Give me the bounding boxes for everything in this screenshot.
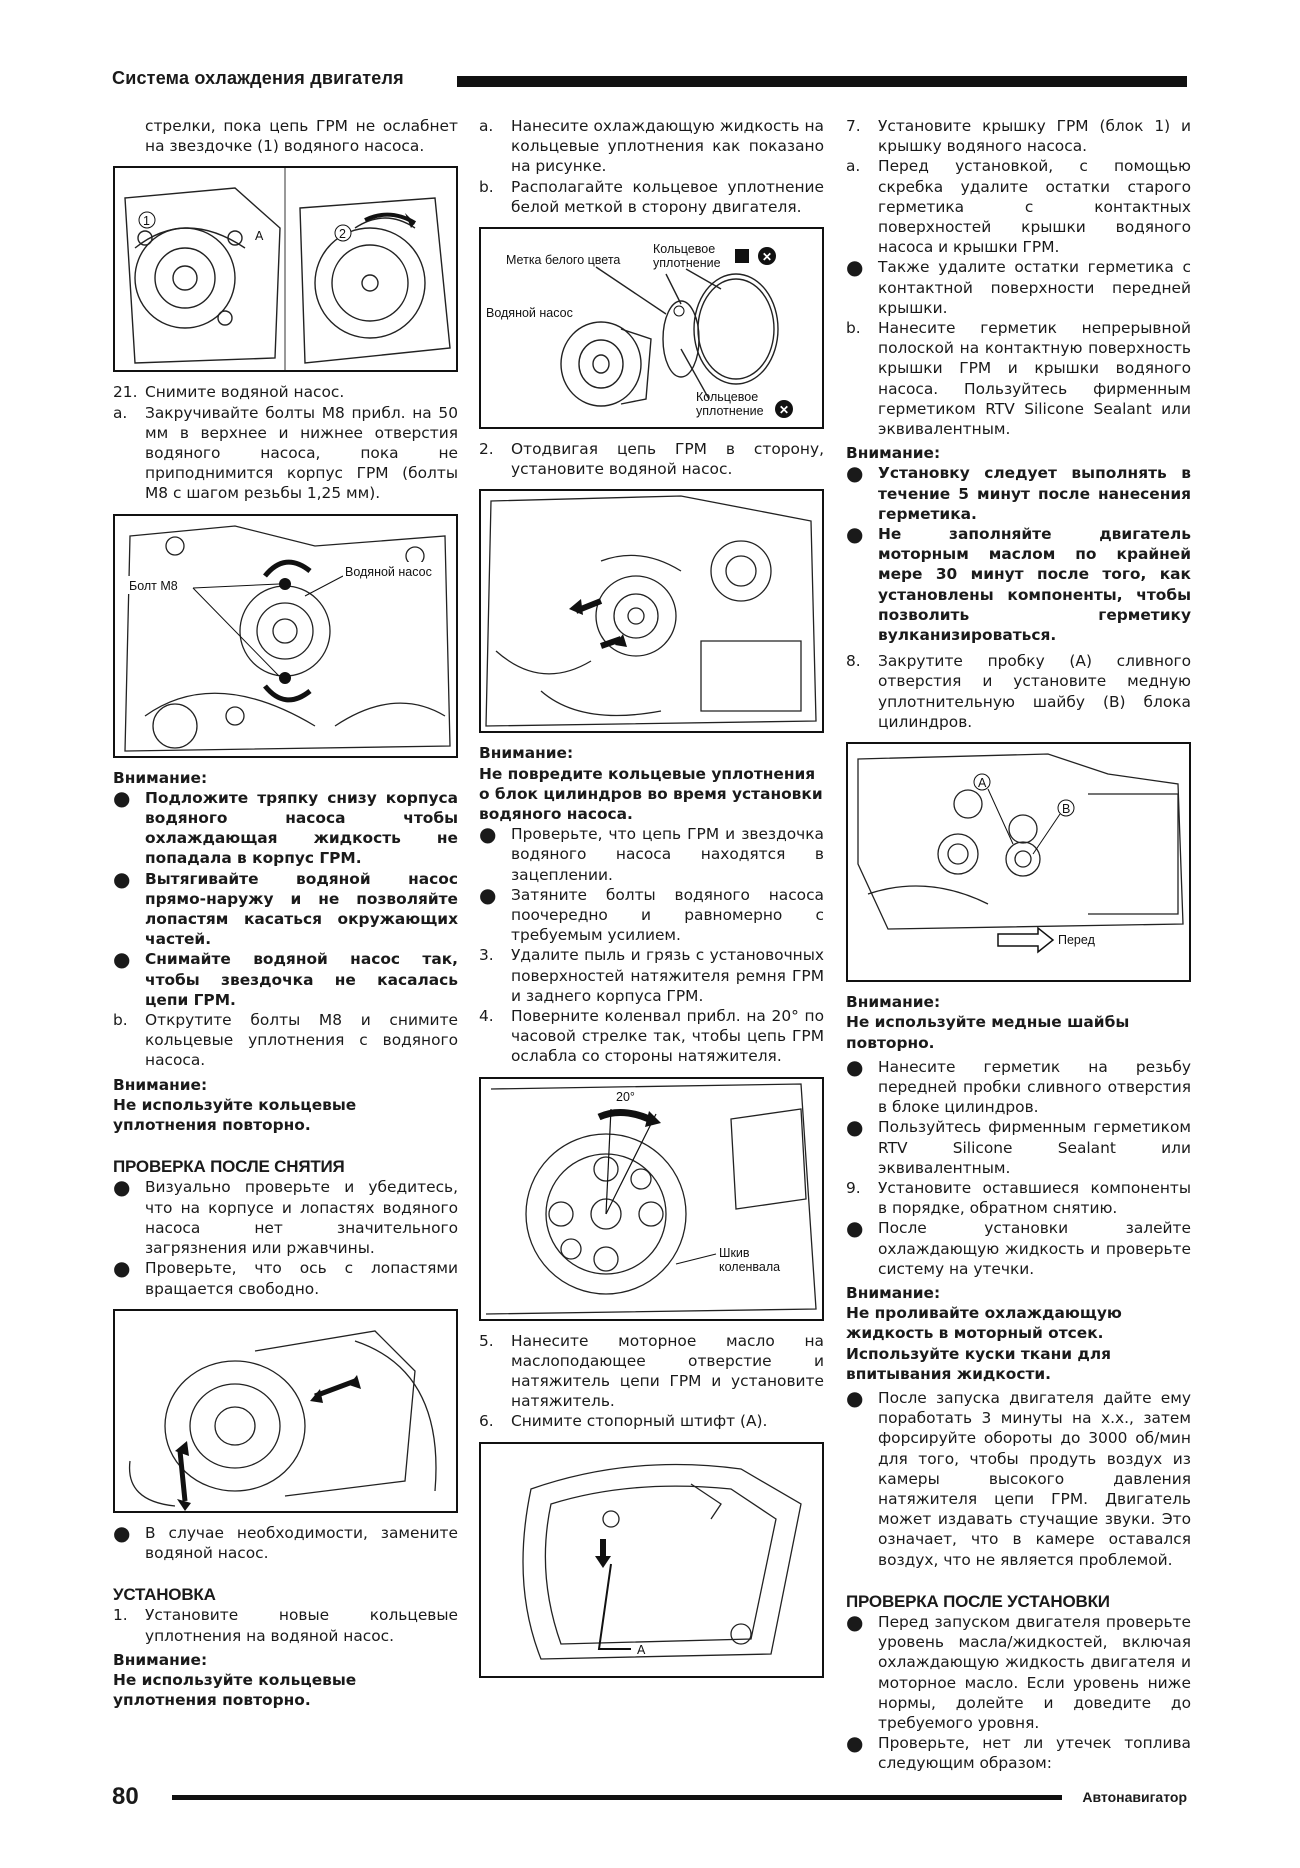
page-footer [112, 1783, 1187, 1813]
svg-text:✕: ✕ [762, 250, 773, 265]
warning-text: Не проливайте охлаждающую жидкость в моторный отсек. Используйте куски ткани для впитывания жидкости. [846, 1304, 1122, 1383]
step-21b: Открутите болты М8 и снимите кольцевые уплотнения с водяного насоса. [145, 1011, 458, 1070]
fig6-label-a: A [637, 1642, 646, 1657]
item-marker: 9. [846, 1178, 861, 1197]
bullet-marker: ● [846, 1054, 864, 1079]
bullet-marker: ● [846, 1609, 864, 1634]
replace-note: В случае необходимости, замените водяной насос. [145, 1523, 458, 1562]
item-marker: 2. [479, 440, 494, 459]
install-step-9: Установите оставшиеся компоненты в порядке, обратном снятию. [878, 1178, 1191, 1218]
fig5-pulley-b: коленвала [719, 1259, 781, 1274]
check-item: Визуально проверьте и убедитесь, что на корпусе и лопастях водяного насоса нет значительного загрязнения или ржавчины. [145, 1178, 458, 1258]
section-heading: ПРОВЕРКА ПОСЛЕ СНЯТИЯ [113, 1157, 345, 1177]
bullet-marker: ● [846, 1115, 864, 1140]
svg-text:✕: ✕ [779, 403, 790, 418]
fig1-label-2: 2 [339, 227, 346, 242]
install-7b: Нанесите герметик непрерывной полоской на контактную поверхность крышки ГРМ и крышки водяного насоса. Пользуйтесь фирменным герметиком RTV Silicone Sealant или эквивалентным. [878, 319, 1191, 439]
figure-install-pump [479, 489, 824, 733]
fig7-front: Перед [1058, 933, 1095, 948]
warning-title: Внимание: [846, 444, 941, 463]
bullet-marker: ● [113, 947, 131, 972]
fig3-oring2b: уплотнение [696, 404, 764, 419]
figure-pump-rotation [113, 1309, 458, 1513]
bullet-item: После установки залейте охлаждающую жидкость и проверьте систему на утечки. [878, 1219, 1191, 1278]
header-rule [457, 76, 1187, 87]
section-title: Система охлаждения двигателя [112, 68, 404, 88]
fig5-angle: 20° [616, 1089, 635, 1104]
install-step-8: Закрутите пробку (A) сливного отверстия и установите медную уплотнительную шайбу (B) блока цилиндров. [878, 652, 1191, 731]
item-marker: 5. [479, 1331, 494, 1350]
warning-item: Подложите тряпку снизу корпуса водяного насоса чтобы охлаждающая жидкость не попадала в корпус ГРМ. [145, 788, 458, 868]
install-step-6: Снимите стопорный штифт (А). [511, 1412, 768, 1431]
item-marker: b. [113, 1011, 128, 1030]
fig3-oring1a: Кольцевое [653, 242, 716, 257]
install-step-3: Удалите пыль и грязь с установочных поверхностей натяжителя ремня ГРМ и заднего корпуса ГРМ. [511, 946, 824, 1005]
fig1-label-1: 1 [143, 214, 150, 229]
bullet-marker: ● [113, 1520, 131, 1545]
fig5-pulley-a: Шкив [719, 1245, 750, 1260]
warning-text: Не повредите кольцевые уплотнения о блок цилиндров во время установки водяного насоса. [479, 764, 823, 824]
fig3-oring1b: уплотнение [653, 256, 721, 271]
item-marker: 1. [113, 1606, 128, 1625]
column-middle [479, 116, 824, 1688]
step-21a: Закручивайте болты М8 прибл. на 50 мм в верхнее и нижнее отверстия водяного насоса, пока не приподнимится корпус ГРМ (болты М8 с шагом резьбы 1,25 мм). [145, 403, 458, 503]
item-marker: 6. [479, 1412, 494, 1431]
warning-item: Не заполняйте двигатель моторным маслом по крайней мере 30 минут после того, как установлены компоненты, чтобы позволить герметику вулканизироваться. [878, 525, 1191, 645]
bullet-marker: ● [113, 1175, 131, 1200]
fig2-bolt-label: Болт М8 [129, 578, 178, 593]
warning-title: Внимание: [113, 768, 208, 787]
figure-m8-bolts [113, 514, 458, 758]
fig2-pump-label: Водяной насос [345, 564, 432, 579]
install-7a: Перед установкой, с помощью скребка удалите остатки старого герметика с контактных поверхностей крышки водяного насоса и крышки ГРМ. [878, 157, 1191, 257]
item-marker: 21. [113, 383, 138, 402]
bullet-item: После запуска двигателя дайте ему поработать 3 минуты на х.х., затем форсируйте обороты до 3000 об/мин для того, чтобы продуть воздух из камеры высокого давления натяжителя цепи ГРМ. Двигатель может издавать стучащие звуки. Это означает, что в камере оставался воздух, что не является проблемой. [878, 1388, 1191, 1569]
page-header [112, 70, 1187, 92]
column-left [113, 116, 458, 1710]
bullet-item: Проверьте, нет ли утечек топлива следующим образом: [878, 1734, 1191, 1773]
install-step-1: Установите новые кольцевые уплотнения на водяной насос. [145, 1606, 458, 1645]
warning-item: Вытягивайте водяной насос прямо-наружу и не позволяйте лопастям касаться окружающих частей. [145, 869, 458, 949]
footer-rule [172, 1795, 1062, 1800]
item-marker: b. [846, 319, 861, 338]
bullet-marker: ● [479, 882, 497, 907]
fig3-oring2a: Кольцевое [696, 390, 759, 405]
warning-item: Снимайте водяной насос так, чтобы звездочка не касалась цепи ГРМ. [145, 950, 458, 1009]
publisher-brand: Автонавигатор [1082, 1789, 1187, 1805]
install-1b: Располагайте кольцевое уплотнение белой меткой в сторону двигателя. [511, 177, 824, 216]
install-1a: Нанесите охлаждающую жидкость на кольцевые уплотнения как показано на рисунке. [511, 117, 824, 176]
figure-stopper-pin [479, 1442, 824, 1678]
fig1-label-a: A [255, 229, 264, 244]
bullet-marker: ● [846, 1385, 864, 1410]
fig7-label-b: B [1062, 802, 1071, 817]
install-step-4: Поверните коленвал прибл. на 20° по часовой стрелке так, чтобы цепь ГРМ ослабла со стороны натяжителя. [511, 1007, 824, 1066]
warning-title: Внимание: [479, 744, 574, 763]
figure-drain-plug [846, 742, 1191, 982]
bullet-marker: ● [846, 522, 864, 547]
column-right [846, 116, 1191, 1774]
item-marker: a. [479, 117, 494, 135]
warning-text: Не используйте кольцевые уплотнения повторно. [113, 1095, 357, 1135]
figure-o-rings [479, 227, 824, 429]
figure-crankshaft [479, 1077, 824, 1321]
item-marker: 4. [479, 1007, 494, 1026]
item-marker: 3. [479, 946, 494, 965]
step-21: Снимите водяной насос. [145, 383, 345, 402]
warning-title: Внимание: [113, 1075, 208, 1094]
bullet-item: Пользуйтесь фирменным герметиком RTV Silicone Sealant или эквивалентным. [878, 1118, 1191, 1177]
item-marker: 7. [846, 117, 861, 135]
bullet-marker: ● [113, 785, 131, 810]
bullet-marker: ● [846, 1216, 864, 1241]
warning-item: Установку следует выполнять в течение 5 минут после нанесения герметика. [878, 464, 1191, 523]
item-marker: a. [113, 403, 128, 422]
bullet-item: Проверьте, что цепь ГРМ и звездочка водяного насоса находятся в зацеплении. [511, 825, 824, 884]
item-marker: b. [479, 177, 494, 196]
item-marker: a. [846, 157, 861, 176]
bullet-item: Нанесите герметик на резьбу передней пробки сливного отверстия в блоке цилиндров. [878, 1057, 1191, 1117]
bullet-item: Перед запуском двигателя проверьте уровень масла/жидкостей, включая охлаждающую жидкость двигателя и моторное масло. Если уровень ниже нормы, долейте и доведите до требуемого уровня. [878, 1612, 1191, 1732]
bullet-marker: ● [113, 866, 131, 891]
install-step-5: Нанесите моторное масло на маслоподающее отверстие и натяжитель цепи ГРМ и установите натяжитель. [511, 1331, 824, 1411]
page-number: 80 [112, 1783, 139, 1810]
install-step-2: Отодвигая цепь ГРМ в сторону, установите водяной насос. [511, 440, 824, 479]
bullet-marker: ● [113, 1256, 131, 1281]
item-marker [113, 116, 145, 156]
warning-text: Не используйте кольцевые уплотнения повторно. [113, 1670, 357, 1710]
fig7-label-a: A [978, 776, 987, 791]
bullet-marker: ● [479, 822, 497, 847]
check-item: Проверьте, что ось с лопастями вращается свободно. [145, 1259, 458, 1298]
bullet-marker: ● [846, 1731, 864, 1756]
warning-title: Внимание: [846, 1283, 941, 1302]
bullet-item: Также удалите остатки герметика с контактной поверхности передней крышки. [878, 258, 1191, 317]
bullet-item: Затяните болты водяного насоса поочередно и равномерно с требуемым усилием. [511, 885, 824, 945]
fig3-white-mark: Метка белого цвета [506, 253, 621, 268]
fig3-pump: Водяной насос [486, 306, 573, 321]
warning-text: Не используйте медные шайбы повторно. [846, 1013, 1130, 1052]
section-heading: ПРОВЕРКА ПОСЛЕ УСТАНОВКИ [846, 1591, 1110, 1611]
install-step-7: Установите крышку ГРМ (блок 1) и крышку водяного насоса. [878, 117, 1191, 156]
warning-title: Внимание: [113, 1650, 208, 1669]
intro-text: стрелки, пока цепь ГРМ не ослабнет на звездочке (1) водяного насоса. [145, 117, 458, 156]
figure-timing-chain [113, 166, 458, 372]
warning-title: Внимание: [846, 993, 941, 1012]
bullet-marker: ● [846, 461, 864, 486]
section-heading: УСТАНОВКА [113, 1585, 216, 1605]
item-marker: 8. [846, 652, 861, 671]
bullet-marker: ● [846, 255, 864, 280]
